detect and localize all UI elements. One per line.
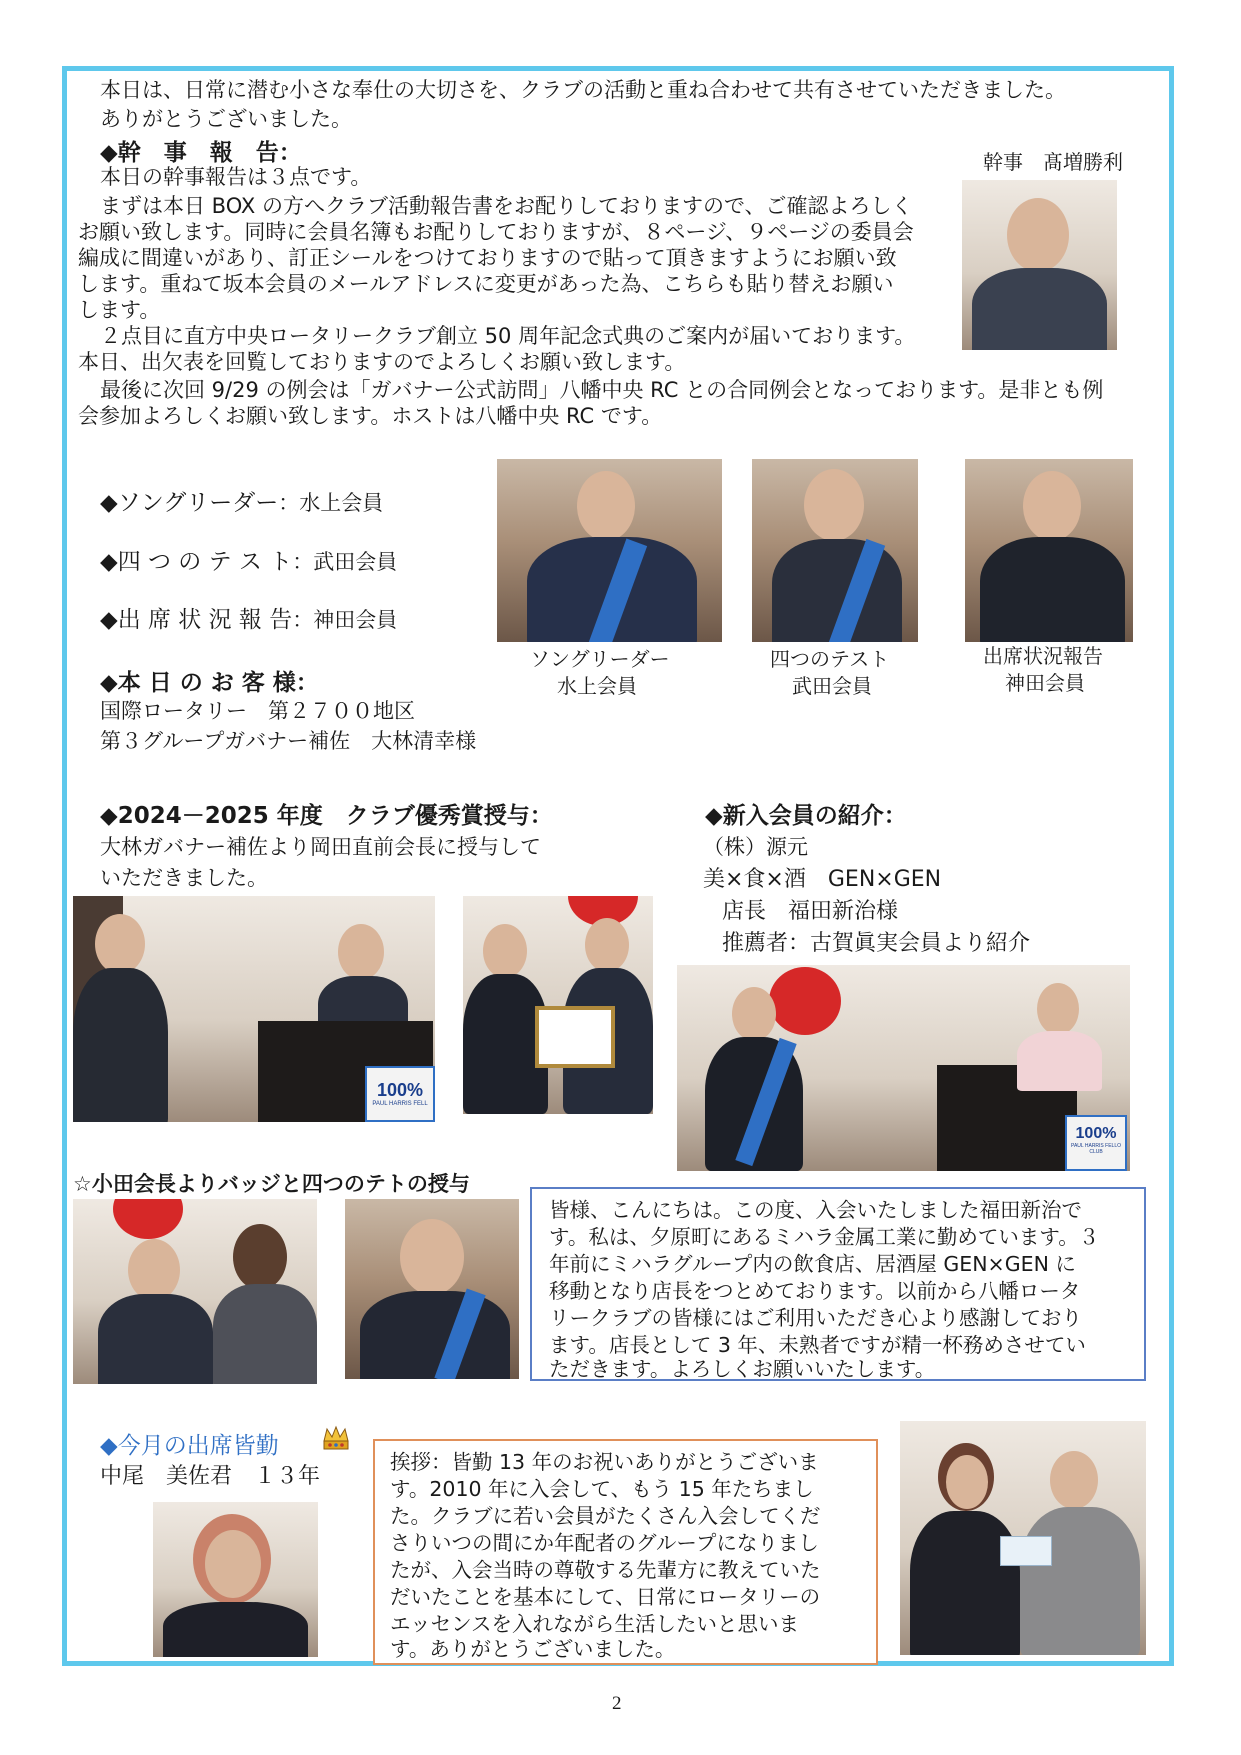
attendance-member-photo xyxy=(153,1502,318,1657)
attendance-report-photo xyxy=(965,459,1133,642)
attendance-speech-box xyxy=(373,1439,878,1665)
speech-line-1: 挨拶：皆勤 13 年のお祝いありがとうございま xyxy=(390,1450,819,1474)
secretary-line-7: ２点目に直方中央ロータリークラブ創立 50 周年記念式典のご案内が届いております。 xyxy=(100,324,916,348)
secretary-line-10: 会参加よろしくお願い致します。ホストは八幡中央 RC です。 xyxy=(78,404,663,428)
greeting-line-5: リークラブの皆様にはご利用いただき心より感謝しており xyxy=(549,1306,1082,1330)
role-four-test xyxy=(100,543,397,577)
secretary-line-3: お願い致します。同時に会員名簿もお配りしておりますが、８ページ、９ページの委員会 xyxy=(78,220,914,244)
new-member-line-1: （株）源元 xyxy=(703,835,808,859)
role-song-value: ：水上会員 xyxy=(278,491,384,515)
greeting-line-7: ただきます。よろしくお願いいたします。 xyxy=(549,1357,936,1381)
attendance-heading: ◆今月の出席皆勤 xyxy=(100,1433,279,1459)
greeting-line-6: ます。店長として 3 年、未熟者ですが精一杯務めさせてい xyxy=(549,1333,1086,1357)
caption-test-line-2: 武田会員 xyxy=(792,674,872,698)
four-test-photo xyxy=(752,459,918,642)
secretary-line-1: 本日の幹事報告は３点です。 xyxy=(100,165,372,189)
banner-100-text: 100% xyxy=(376,1080,424,1100)
new-member-greeting-box xyxy=(530,1187,1146,1381)
speech-line-5: たが、入会当時の尊敬する先輩方に教えていた xyxy=(390,1558,821,1582)
role-test-value: ：武田会員 xyxy=(292,550,398,574)
greeting-line-3: 年前にミハラグループ内の飲食店、居酒屋 GEN×GEN に xyxy=(549,1252,1076,1276)
badge-heading: ☆小田会長よりバッジと四つのテトの授与 xyxy=(73,1172,470,1196)
badge-ceremony-photo-1 xyxy=(73,1199,317,1384)
role-test-label: ◆四 つ の テ ス ト xyxy=(100,549,293,575)
new-member-line-3: 店長 福田新治様 xyxy=(722,899,899,924)
speech-line-4: さりいつの間にか年配者のグループになりまし xyxy=(390,1531,819,1555)
role-attendance xyxy=(100,601,397,635)
speech-line-2: す。2010 年に入会して、もう 15 年たちまし xyxy=(390,1477,814,1501)
caption-attend-line-2: 神田会員 xyxy=(1005,671,1085,695)
role-attend-value: ：神田会員 xyxy=(292,608,398,632)
secretary-line-8: 本日、出欠表を回覧しておりますのでよろしくお願い致します。 xyxy=(78,350,686,374)
attendance-name: 中尾 美佐君 １３年 xyxy=(100,1464,321,1489)
guest-line-2: 第３グループガバナー補佐 大林清幸様 xyxy=(100,729,477,753)
guest-heading: ◆本 日 の お 客 様： xyxy=(100,670,319,696)
caption-test-line-1: 四つのテスト xyxy=(770,647,890,671)
caption-attend-line-1: 出席状況報告 xyxy=(983,644,1103,668)
secretary-photo-caption: 幹事 髙増勝利 xyxy=(983,150,1123,174)
banner-sub-text: PAUL HARRIS FELL xyxy=(372,1101,428,1107)
crown-icon xyxy=(322,1425,350,1451)
role-song-label: ◆ソングリーダー xyxy=(100,490,279,516)
banner-100-text-2: 100% xyxy=(1075,1125,1117,1142)
greeting-line-4: 移動となり店長をつとめております。以前から八幡ロータ xyxy=(549,1279,1081,1303)
secretary-line-6: します。 xyxy=(78,298,161,322)
secretary-line-4: 編成に間違いがあり、訂正シールをつけておりますので貼って頂きますようにお願い致 xyxy=(78,246,897,270)
new-member-photo xyxy=(677,965,1130,1171)
role-attend-label: ◆出 席 状 況 報 告 xyxy=(100,607,293,633)
badge-ceremony-photo-2 xyxy=(345,1199,519,1379)
caption-song-line-2: 水上会員 xyxy=(557,674,637,698)
award-line-1: 大林ガバナー補佐より岡田直前会長に授与して xyxy=(100,835,541,859)
banner-sub-text-2: PAUL HARRIS FELLO xyxy=(1070,1143,1121,1149)
new-member-line-2: 美×食×酒 GEN×GEN xyxy=(703,867,942,892)
speech-line-6: だいたことを基本にして、日常にロータリーの xyxy=(390,1585,821,1609)
intro-line-1: 本日は、日常に潜む小さな奉仕の大切さを、クラブの活動と重ね合わせて共有させていただきました。 xyxy=(100,78,1066,102)
banner-club-text: CLUB xyxy=(1089,1149,1103,1155)
caption-song-line-1: ソングリーダー xyxy=(530,647,670,671)
role-song-leader xyxy=(100,484,383,518)
speech-line-7: エッセンスを入れながら生活したいと思いま xyxy=(390,1612,799,1636)
speech-line-3: た。クラブに若い会員がたくさん入会してくだ xyxy=(390,1504,821,1528)
award-podium-photo xyxy=(73,896,435,1122)
secretary-line-9: 最後に次回 9/29 の例会は「ガバナー公式訪問」八幡中央 RC との合同例会となっております。是非とも例 xyxy=(100,378,1104,402)
new-member-line-4: 推薦者：古賀眞実会員より紹介 xyxy=(722,931,1031,956)
secretary-heading: ◆幹 事 報 告： xyxy=(100,140,302,166)
greeting-line-2: す。私は、夕原町にあるミハラ金属工業に勤めています。３ xyxy=(549,1225,1100,1249)
song-leader-photo xyxy=(497,459,722,642)
award-line-2: いただきました。 xyxy=(100,866,268,890)
award-certificate-photo xyxy=(463,896,653,1114)
secretary-line-5: します。重ねて坂本会員のメールアドレスに変更があった為、こちらも貼り替えお願い xyxy=(78,272,894,296)
speech-line-8: す。ありがとうございました。 xyxy=(390,1637,676,1661)
page-number: 2 xyxy=(612,1693,622,1714)
attendance-award-photo xyxy=(900,1421,1146,1655)
new-member-heading: ◆新入会員の紹介： xyxy=(705,803,907,829)
secretary-line-2: まずは本日 BOX の方へクラブ活動報告書をお配りしておりますので、ご確認よろしく xyxy=(100,194,913,218)
greeting-line-1: 皆様、こんにちは。この度、入会いたしました福田新治で xyxy=(549,1198,1082,1222)
intro-line-2: ありがとうございました。 xyxy=(100,107,352,131)
guest-line-1: 国際ロータリー 第２７００地区 xyxy=(100,699,415,723)
award-heading: ◆2024－2025 年度 クラブ優秀賞授与： xyxy=(100,803,553,829)
secretary-photo xyxy=(962,180,1117,350)
